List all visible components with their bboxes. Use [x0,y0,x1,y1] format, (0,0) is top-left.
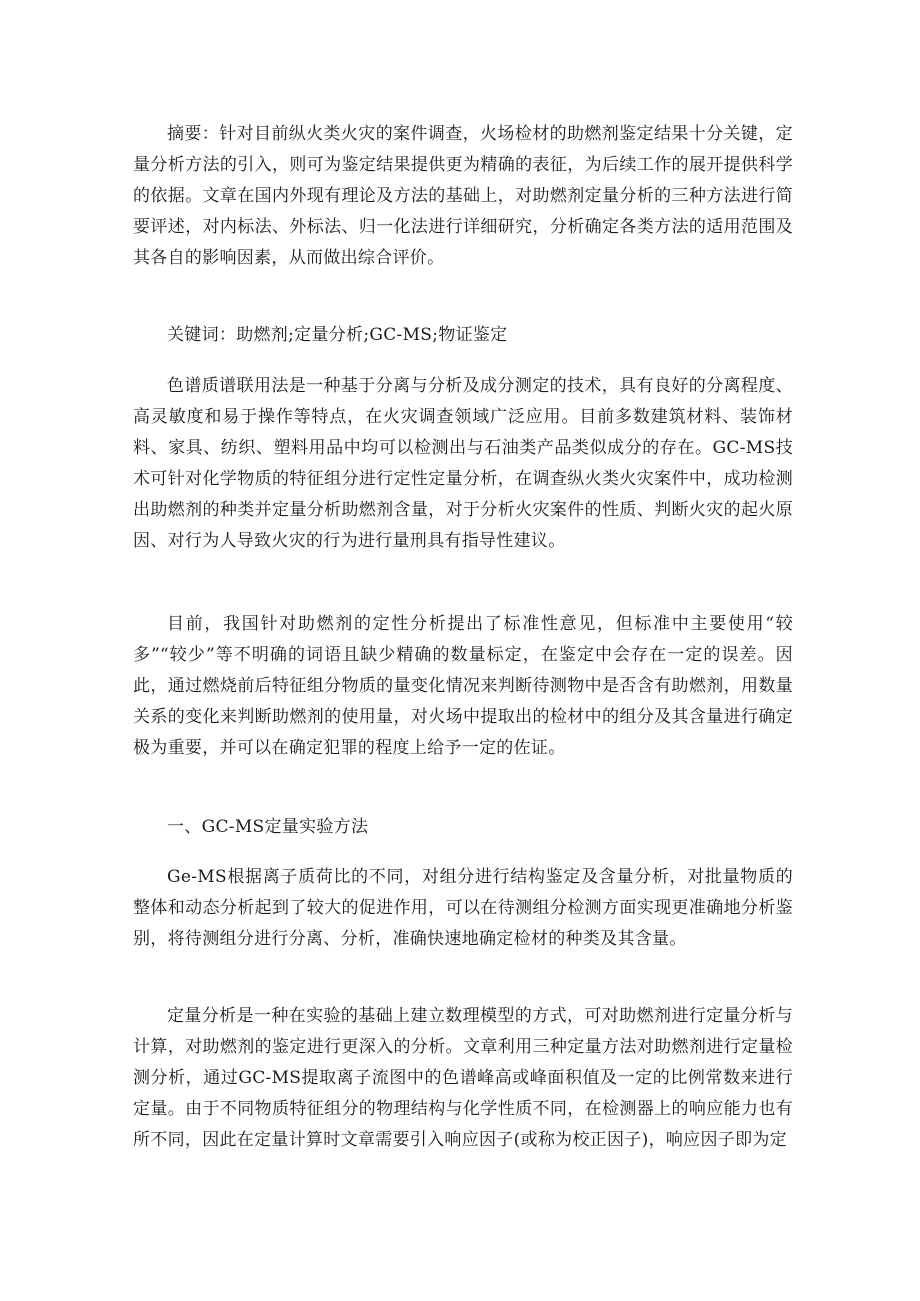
abstract-paragraph: 摘要：针对目前纵火类火灾的案件调查，火场检材的助燃剂鉴定结果十分关键，定量分析方法的引入，则可为鉴定结果提供更为精确的表征，为后续工作的展开提供科学的依据。文章在国内外现有理论及方法的基础上，对助燃剂定量分析的三种方法进行简要评述，对内标法、外标法、归一化法进行详细研究，分析确定各类方法的适用范围及其各自的影响因素，从而做出综合评价。 [133,124,793,268]
body-paragraph-gcms-intro: 色谱质谱联用法是一种基于分离与分析及成分测定的技术，具有良好的分离程度、高灵敏度和易于操作等特点，在火灾调查领域广泛应用。目前多数建筑材料、装饰材料、家具、纺织、塑料用品中均可以检测出与石油类产品类似成分的存在。GC-MS技术可针对化学物质的特征组分进行定性定量分析，在调查纵火类火灾案件中，成功检测出助燃剂的种类并定量分析助燃剂含量，对于分析火灾案件的性质、判断火灾的起火原因、对行为人导致火灾的行为进行量刑具有指导性建议。 [133,376,793,551]
body-paragraph-gcms-principle: Ge-MS根据离子质荷比的不同，对组分进行结构鉴定及含量分析，对批量物质的整体和动态分析起到了较大的促进作用，可以在待测组分检测方面实现更准确地分析鉴别，将待测组分进行分离、分析，准确快速地确定检材的种类及其含量。 [133,867,793,949]
body-paragraph-current-status: 目前，我国针对助燃剂的定性分析提出了标准性意见，但标准中主要使用“较多”“较少”等不明确的词语且缺少精确的数量标定，在鉴定中会存在一定的误差。因此，通过燃烧前后特征组分物质的量变化情况来判断待测物中是否含有助燃剂，用数量关系的变化来判断助燃剂的使用量，对火场中提取出的检材中的组分及其含量进行确定极为重要，并可以在确定犯罪的程度上给予一定的佐证。 [133,614,793,758]
body-paragraph-quantitative-analysis: 定量分析是一种在实验的基础上建立数理模型的方式，可对助燃剂进行定量分析与计算，对助燃剂的鉴定进行更深入的分析。文章利用三种定量方法对助燃剂进行定量检测分析，通过GC-MS提取离子流图中的色谱峰高或峰面积值及一定的比例常数来进行定量。由于不同物质特征组分的物理结构与化学性质不同，在检测器上的响应能力也有所不同，因此在定量计算时文章需要引入响应因子(或称为校正因子)，响应因子即为定 [133,1006,793,1150]
keywords-line: 关键词：助燃剂;定量分析;GC-MS;物证鉴定 [167,325,508,345]
section-heading: 一、GC-MS定量实验方法 [167,817,369,837]
